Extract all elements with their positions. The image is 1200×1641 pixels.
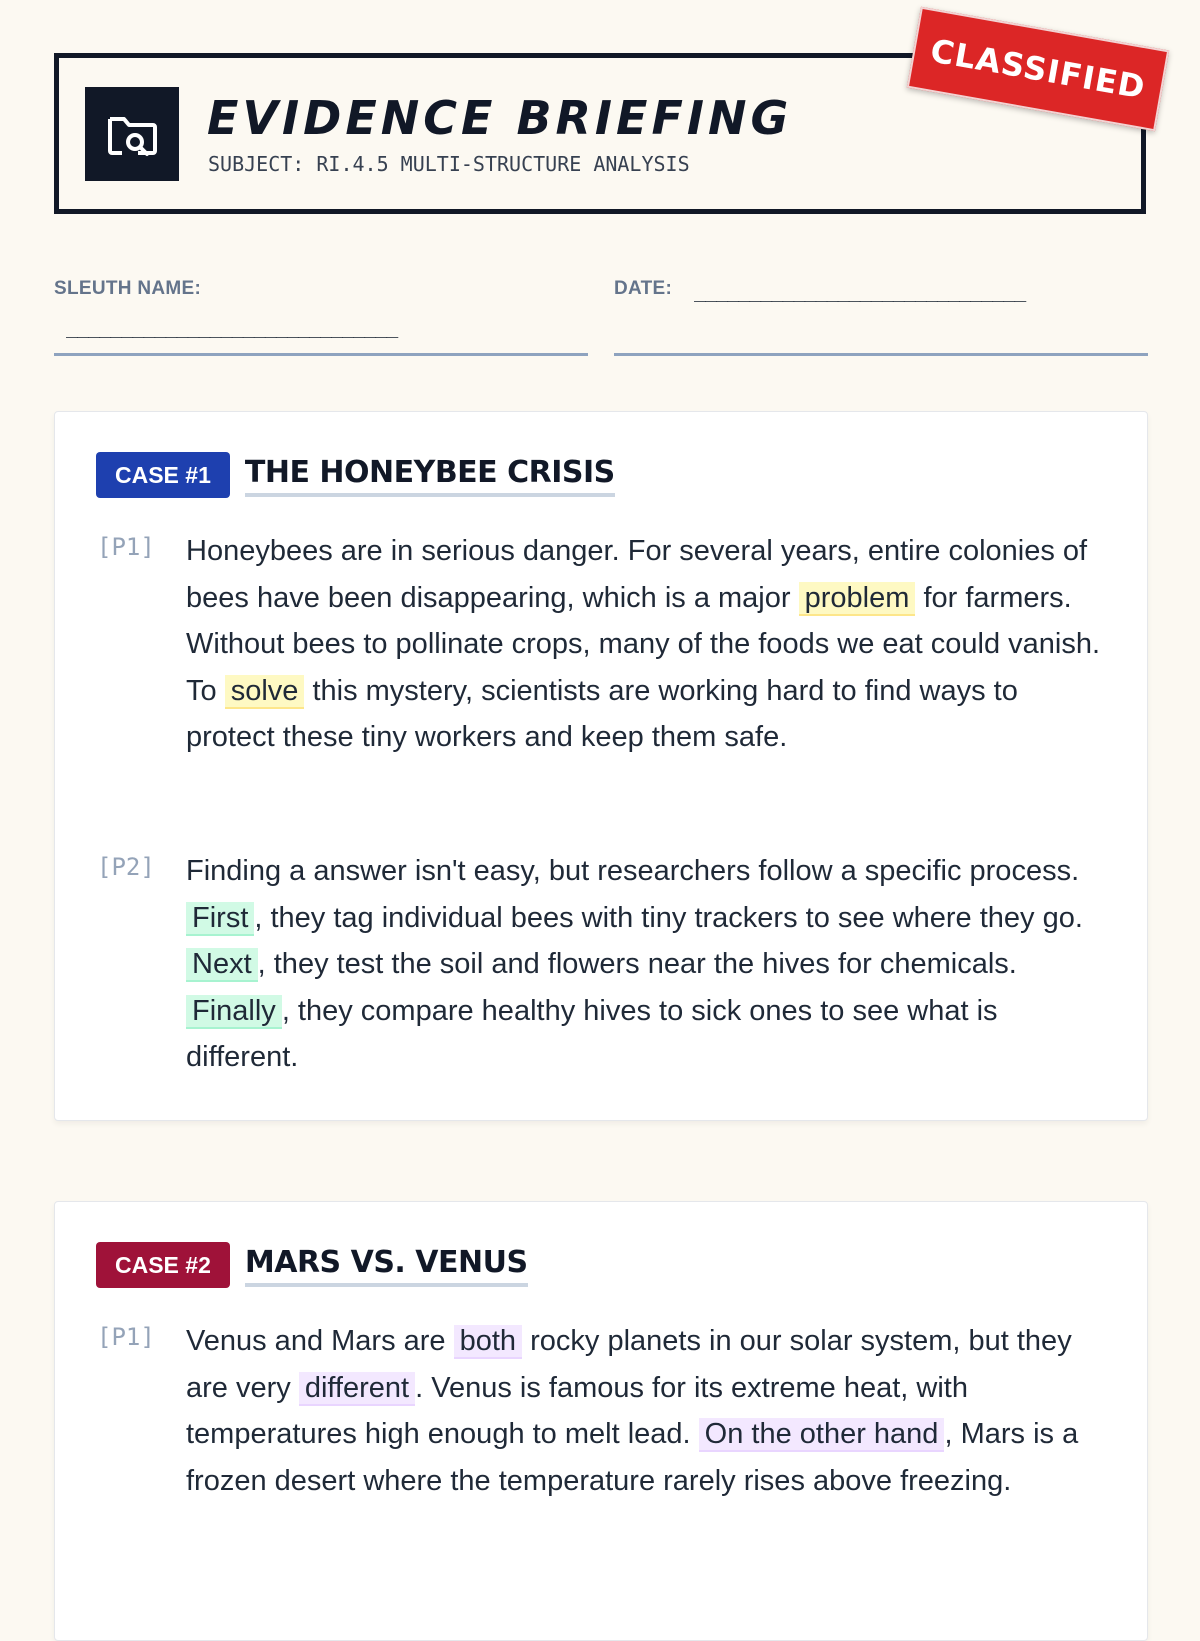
text-segment: . Venus is famous for its extreme heat, with temperatures high enough to melt lead. bbox=[186, 1371, 968, 1450]
text-segment: Finding a answer isn't easy, but researchers follow a specific process. bbox=[186, 855, 1080, 887]
date-label: DATE: bbox=[614, 278, 673, 299]
text-segment: this mystery, scientists are working hard to find ways to protect these tiny workers and keep them safe. bbox=[186, 674, 1018, 753]
text-segment: , Mars is a frozen desert where the temperature rarely rises above freezing. bbox=[186, 1418, 1079, 1497]
paragraph-text bbox=[186, 1318, 1101, 1504]
case-title: MARS VS. VENUS bbox=[245, 1243, 528, 1287]
text-segment: for farmers. Without bees to pollinate crops, many of the foods we eat could vanish. To bbox=[186, 581, 1101, 707]
case-card bbox=[54, 411, 1148, 1121]
case-header bbox=[96, 1242, 528, 1288]
case-header bbox=[96, 452, 615, 498]
page-title: EVIDENCE BRIEFING bbox=[207, 91, 793, 145]
sleuth-name-field[interactable] bbox=[54, 278, 588, 356]
folder-search-icon bbox=[85, 87, 179, 181]
signal-word-highlight: problem bbox=[799, 582, 916, 616]
case-card bbox=[54, 1201, 1148, 1641]
text-segment: rocky planets in our solar system, but they are very bbox=[186, 1325, 1072, 1404]
signal-word-highlight: both bbox=[454, 1325, 522, 1359]
signal-word-highlight: Finally bbox=[186, 995, 282, 1029]
subject-line: SUBJECT: RI.4.5 MULTI-STRUCTURE ANALYSIS bbox=[208, 152, 690, 176]
signal-word-highlight: different bbox=[299, 1372, 415, 1406]
case-badge: CASE #1 bbox=[96, 452, 230, 498]
text-segment: , they tag individual bees with tiny trackers to see where they go. bbox=[254, 901, 1083, 934]
text-segment: , they test the soil and flowers near the hives for chemicals. bbox=[257, 948, 1017, 980]
signal-word-highlight: Next bbox=[186, 948, 258, 982]
case-title: THE HONEYBEE CRISIS bbox=[245, 453, 615, 497]
sleuth-name-label: SLEUTH NAME: bbox=[54, 278, 202, 299]
paragraph-number: [P1] bbox=[97, 533, 155, 561]
text-segment: , they compare healthy hives to sick ones to see what is different. bbox=[186, 994, 998, 1073]
paragraph-text bbox=[186, 528, 1101, 761]
text-segment: Honeybees are in serious danger. For several years, entire colonies of bees have been disappearing, which is a major bbox=[186, 535, 1088, 614]
text-segment: Venus and Mars are bbox=[186, 1325, 454, 1357]
signal-word-highlight: solve bbox=[225, 675, 305, 709]
date-field[interactable] bbox=[614, 278, 1148, 356]
paragraph-number: [P1] bbox=[97, 1323, 155, 1351]
paragraph-text bbox=[186, 848, 1101, 1081]
paragraph-number: [P2] bbox=[97, 853, 155, 881]
signal-word-highlight: First bbox=[186, 902, 254, 936]
classified-stamp: CLASSIFIED bbox=[907, 7, 1169, 132]
sleuth-name-blank[interactable]: ______________________________ bbox=[66, 314, 398, 338]
case-badge: CASE #2 bbox=[96, 1242, 230, 1288]
date-blank[interactable]: ______________________________ bbox=[694, 278, 1026, 302]
signal-word-highlight: On the other hand bbox=[699, 1418, 945, 1452]
